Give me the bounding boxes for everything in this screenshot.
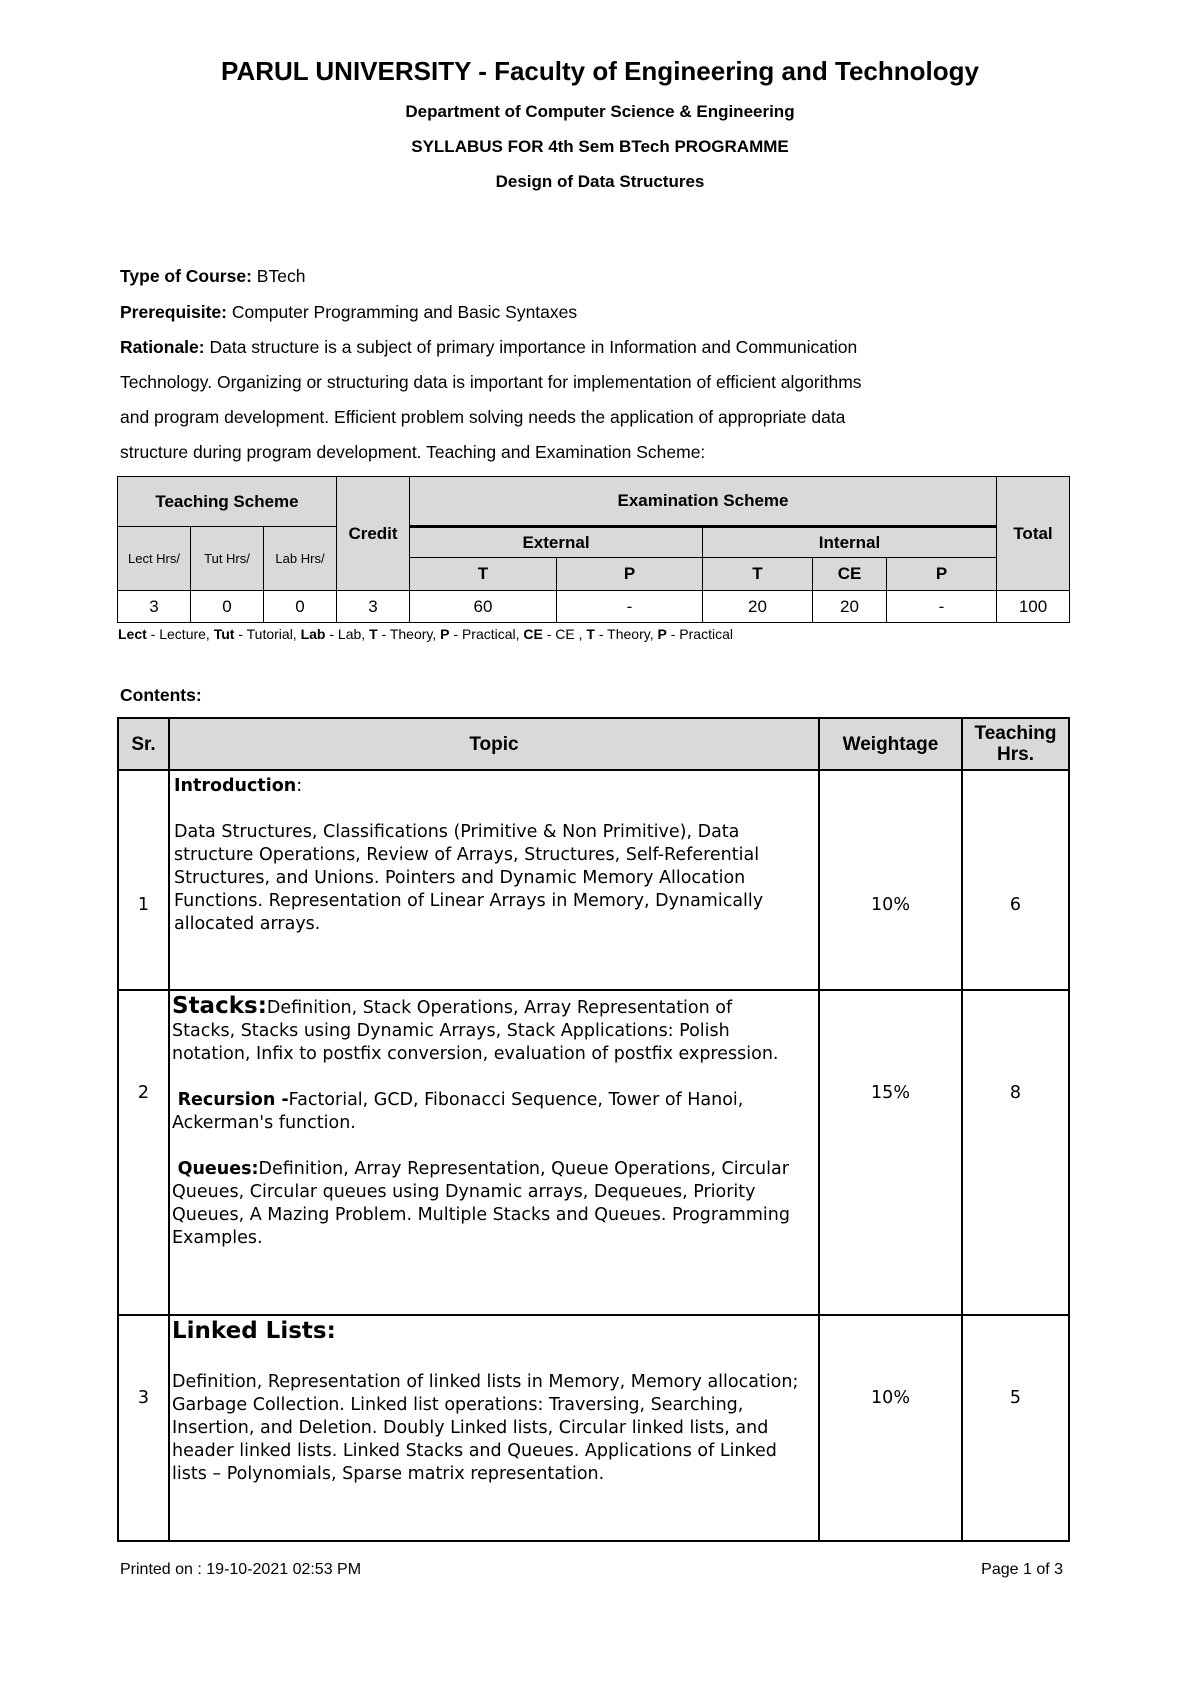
rationale-label: Rationale: — [120, 337, 205, 357]
topic-heading: Recursion - — [177, 1090, 289, 1110]
topic-line: allocated arrays. — [174, 914, 321, 934]
topic-line: Definition, Stack Operations, Array Representation of — [266, 998, 733, 1018]
external-header: External — [410, 527, 703, 558]
examination-scheme-header: Examination Scheme — [410, 477, 997, 527]
internal-theory-value: 20 — [703, 591, 813, 623]
topic-line: notation, Infix to postfix conversion, evaluation of postfix expression. — [172, 1044, 779, 1064]
topic-column-header: Topic — [169, 718, 819, 770]
internal-ce-value: 20 — [813, 591, 887, 623]
legend-text: - Theory, — [594, 626, 658, 642]
topic-line: Structures, and Unions. Pointers and Dynamic Memory Allocation — [174, 868, 746, 888]
topic-line: Definition, Representation of linked lists in Memory, Memory allocation; — [172, 1372, 799, 1392]
topic-line: structure Operations, Review of Arrays, Structures, Self-Referential — [174, 845, 760, 865]
type-of-course — [120, 266, 1000, 287]
lect-hrs-header: Lect Hrs/ — [118, 527, 191, 591]
prereq-label: Prerequisite: — [120, 302, 227, 322]
external-practical-header: P — [557, 558, 703, 591]
internal-practical-header: P — [887, 558, 997, 591]
topic-line: Ackerman's function. — [172, 1113, 356, 1133]
topic-line: Data Structures, Classifications (Primitive & Non Primitive), Data — [174, 822, 740, 842]
syllabus-heading: SYLLABUS FOR 4th Sem BTech PROGRAMME — [411, 137, 789, 156]
rationale-line: and program development. Efficient problem solving needs the application of appropriate data — [120, 407, 846, 427]
topic-cell — [169, 770, 819, 990]
internal-header: Internal — [703, 527, 997, 558]
sr-cell: 2 — [118, 990, 169, 1315]
topic-line: Queues, Circular queues using Dynamic arrays, Dequeues, Priority — [172, 1182, 756, 1202]
legend-text: - Tutorial, — [234, 626, 301, 642]
table-row — [118, 770, 1069, 990]
external-practical-value: - — [557, 591, 703, 623]
total-value: 100 — [997, 591, 1070, 623]
prereq-value: Computer Programming and Basic Syntaxes — [226, 302, 578, 322]
abbreviation-legend — [118, 626, 733, 642]
legend-text: - Practical — [666, 626, 733, 642]
sr-cell: 1 — [118, 770, 169, 990]
lab-hrs-header: Lab Hrs/ — [264, 527, 337, 591]
scheme-table — [117, 476, 1070, 623]
internal-practical-value: - — [887, 591, 997, 623]
topic-line: Examples. — [172, 1228, 263, 1248]
weightage-cell: 15% — [819, 990, 962, 1315]
course-heading: Design of Data Structures — [495, 172, 705, 191]
total-header: Total — [997, 477, 1070, 591]
topic-line: Functions. Representation of Linear Arrays in Memory, Dynamically — [174, 891, 764, 911]
teaching-hrs-line: Teaching — [974, 723, 1057, 744]
rationale-line — [120, 337, 1000, 358]
tut-hrs-value: 0 — [191, 591, 264, 623]
legend-abbr: Tut — [213, 626, 235, 642]
legend-abbr: P — [657, 626, 667, 642]
table-row — [118, 1315, 1069, 1541]
tut-hrs-header: Tut Hrs/ — [191, 527, 264, 591]
legend-abbr: Lect — [118, 626, 147, 642]
prerequisite — [120, 302, 1000, 323]
page-number: Page 1 of 3 — [981, 1561, 1063, 1578]
hours-cell: 6 — [962, 770, 1069, 990]
rationale-line: structure during program development. Teaching and Examination Scheme: — [120, 442, 706, 462]
legend-text: - Lab, — [325, 626, 370, 642]
legend-abbr: P — [440, 626, 450, 642]
legend-abbr: T — [369, 626, 378, 642]
credit-header: Credit — [337, 477, 410, 591]
topic-cell — [169, 990, 819, 1315]
table-row — [118, 990, 1069, 1315]
internal-theory-header: T — [703, 558, 813, 591]
weightage-cell: 10% — [819, 770, 962, 990]
topic-line: header linked lists. Linked Stacks and Queues. Applications of Linked — [172, 1441, 777, 1461]
topic-heading: Stacks: — [172, 993, 267, 1019]
weightage-column-header: Weightage — [819, 718, 962, 770]
lect-hrs-value: 3 — [118, 591, 191, 623]
sr-cell: 3 — [118, 1315, 169, 1541]
legend-abbr: Lab — [300, 626, 326, 642]
external-theory-value: 60 — [410, 591, 557, 623]
hours-cell: 8 — [962, 990, 1069, 1315]
internal-ce-header: CE — [813, 558, 887, 591]
page-title: PARUL UNIVERSITY - Faculty of Engineering and Technology — [221, 56, 979, 86]
legend-text: - Practical, — [449, 626, 524, 642]
topic-heading: Introduction — [174, 776, 297, 796]
topic-line: Factorial, GCD, Fibonacci Sequence, Tower of Hanoi, — [288, 1090, 744, 1110]
legend-text: - Theory, — [377, 626, 441, 642]
department-heading: Department of Computer Science & Engineering — [405, 102, 795, 121]
teaching-hrs-line: Hrs. — [997, 744, 1034, 765]
topic-line: Garbage Collection. Linked list operations: Traversing, Searching, — [172, 1395, 744, 1415]
weightage-cell: 10% — [819, 1315, 962, 1541]
external-theory-header: T — [410, 558, 557, 591]
teaching-scheme-header: Teaching Scheme — [118, 477, 337, 527]
legend-abbr: T — [586, 626, 595, 642]
rationale-line: Technology. Organizing or structuring data is important for implementation of efficient algorithms — [120, 372, 862, 392]
printed-on-timestamp: Printed on : 19-10-2021 02:53 PM — [120, 1561, 362, 1578]
topic-line: lists – Polynomials, Sparse matrix representation. — [172, 1464, 605, 1484]
legend-text: - Lecture, — [146, 626, 214, 642]
sr-column-header: Sr. — [118, 718, 169, 770]
legend-abbr: CE — [523, 626, 543, 642]
topic-line: Insertion, and Deletion. Doubly Linked lists, Circular linked lists, and — [172, 1418, 769, 1438]
topic-heading: Linked Lists: — [172, 1318, 336, 1344]
type-label: Type of Course: — [120, 266, 252, 286]
teaching-hrs-column-header — [962, 718, 1069, 770]
topic-line: Definition, Array Representation, Queue Operations, Circular — [258, 1159, 789, 1179]
hours-cell: 5 — [962, 1315, 1069, 1541]
legend-text: - CE , — [542, 626, 587, 642]
credit-value: 3 — [337, 591, 410, 623]
topic-line: Queues, A Mazing Problem. Multiple Stacks and Queues. Programming — [172, 1205, 790, 1225]
contents-table — [117, 717, 1070, 1542]
contents-heading: Contents: — [120, 685, 202, 705]
topic-cell — [169, 1315, 819, 1541]
lab-hrs-value: 0 — [264, 591, 337, 623]
type-value: BTech — [251, 266, 306, 286]
rationale-text: Data structure is a subject of primary importance in Information and Communication — [204, 337, 858, 357]
topic-line: Stacks, Stacks using Dynamic Arrays, Stack Applications: Polish — [172, 1021, 730, 1041]
topic-heading: Queues: — [177, 1159, 259, 1179]
topic-heading-suffix: : — [296, 776, 303, 796]
